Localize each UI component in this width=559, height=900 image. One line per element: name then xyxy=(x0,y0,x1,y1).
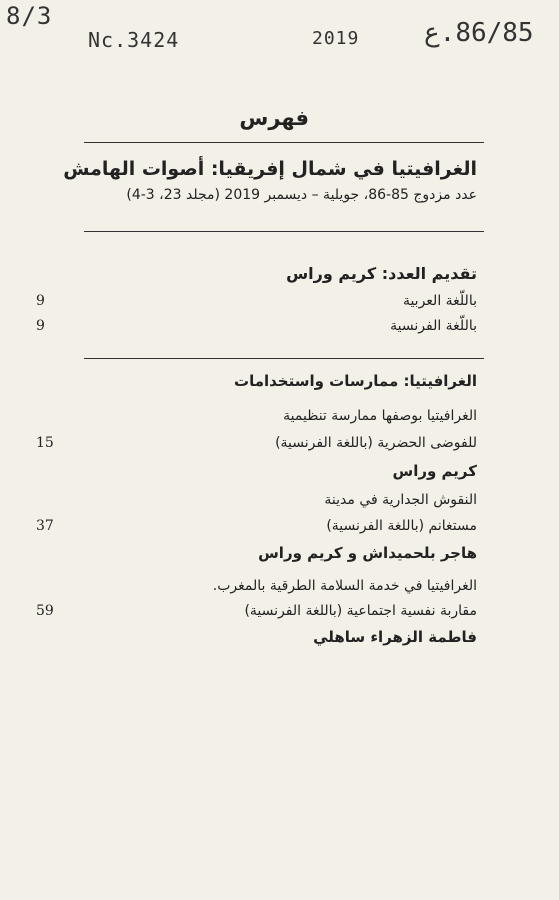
handwritten-catalog-code: Nc.3424 xyxy=(88,28,180,52)
intro-item-label: باللّغة الفرنسية xyxy=(390,318,477,334)
article-title-line: النقوش الجدارية في مدينة xyxy=(324,492,477,508)
article-title-line: الغرافيتيا في خدمة السلامة الطرقية بالمغرب. xyxy=(212,578,477,594)
handwritten-year: 2019 xyxy=(312,28,360,49)
article-title-line: مستغانم (باللغة الفرنسية) xyxy=(326,518,477,534)
intro-heading: تقديم العدد: كريم وراس xyxy=(286,264,477,283)
section-heading: الغرافيتيا: ممارسات واستخدامات xyxy=(234,372,477,390)
article-title-line: الغرافيتيا بوصفها ممارسة تنظيمية xyxy=(283,408,477,424)
divider xyxy=(84,358,484,359)
handwritten-issue-ref: 86/85.ع xyxy=(424,18,534,48)
page-number: 9 xyxy=(36,318,45,334)
article-author: كريم وراس xyxy=(392,462,477,480)
page-number: 59 xyxy=(36,603,54,619)
divider xyxy=(84,142,484,143)
page-title: فهرس xyxy=(239,106,309,130)
page-number: 37 xyxy=(36,518,54,534)
page-number: 9 xyxy=(36,293,45,309)
article-title-line: للفوضى الحضرية (باللغة الفرنسية) xyxy=(275,435,477,451)
article-title-line: مقاربة نفسية اجتماعية (باللغة الفرنسية) xyxy=(244,603,477,619)
divider xyxy=(84,231,484,232)
issue-info: عدد مزدوج 85-86، جويلية – ديسمبر 2019 (مجلد 23، 3-4) xyxy=(126,187,477,203)
handwritten-page-mark: 8/3 xyxy=(6,2,53,30)
intro-item-label: باللّغة العربية xyxy=(402,293,477,309)
issue-main-title: الغرافيتيا في شمال إفريقيا: أصوات الهامش xyxy=(63,158,477,180)
article-author: فاطمة الزهراء ساهلي xyxy=(313,628,477,646)
page-number: 15 xyxy=(36,435,54,451)
article-author: هاجر بلحميداش و كريم وراس xyxy=(258,544,477,562)
